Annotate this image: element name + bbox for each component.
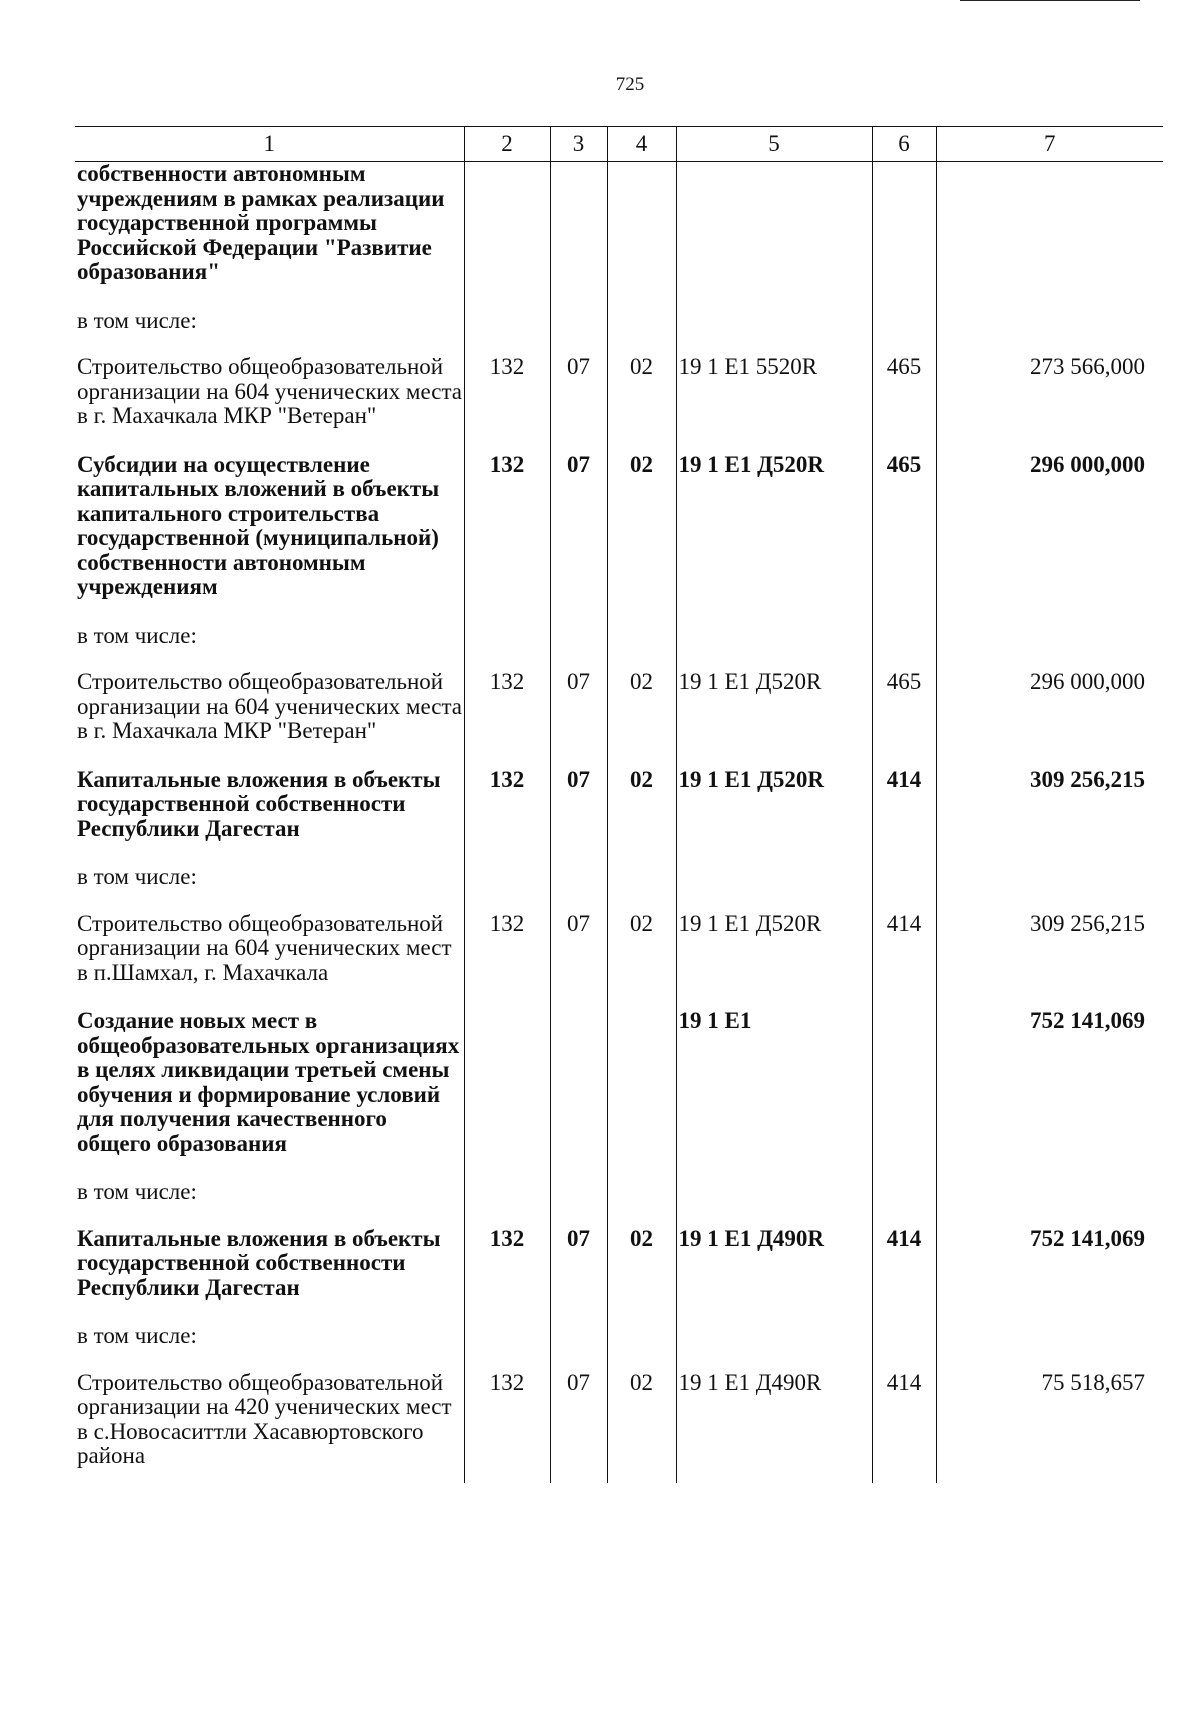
code-ministry <box>464 1180 550 1227</box>
row-amount: 752 141,069 <box>936 1009 1163 1180</box>
code-section: 07 <box>550 1227 607 1325</box>
code-target-article: 19 1 E1 5520R <box>676 355 872 453</box>
table-row <box>75 1227 1163 1325</box>
row-description: Капитальные вложения в объекты государственной собственности Республики Дагестан <box>77 1225 441 1300</box>
code-section: 07 <box>550 355 607 453</box>
row-description: Строительство общеобразовательной организации на 604 ученических места в г. Махачкала МКР "Ветеран" <box>77 669 463 743</box>
code-target-article <box>676 624 872 671</box>
row-amount <box>936 1180 1163 1227</box>
code-ministry <box>464 1324 550 1371</box>
table-row <box>75 1371 1163 1483</box>
code-ministry: 132 <box>464 1227 550 1325</box>
code-section <box>550 1180 607 1227</box>
code-subsection <box>607 865 676 912</box>
row-description: Строительство общеобразовательной организации на 420 ученических мест в с.Новосаситтли Хасавюртовского района <box>77 1369 452 1468</box>
code-ministry <box>464 162 550 309</box>
code-subsection: 02 <box>607 768 676 866</box>
column-header-1: 1 <box>75 127 464 162</box>
table-row <box>75 355 1163 453</box>
table-row <box>75 670 1163 768</box>
row-description: Строительство общеобразовательной организации на 604 ученических мест в п.Шамхал, г. Махачкала <box>77 910 452 985</box>
table-row <box>75 624 1163 671</box>
row-amount: 752 141,069 <box>936 1227 1163 1325</box>
code-expense-type: 465 <box>872 453 936 624</box>
column-header-2: 2 <box>464 127 550 162</box>
column-header-5: 5 <box>676 127 872 162</box>
table-row <box>75 309 1163 356</box>
code-subsection: 02 <box>607 1227 676 1325</box>
page-number: 725 <box>615 74 645 95</box>
code-target-article: 19 1 E1 <box>676 1009 872 1180</box>
row-description: Создание новых мест в общеобразовательных организациях в целях ликвидации третьей смены обучения и формирование условий для получения качественного общего образования <box>77 1008 460 1156</box>
top-edge-mark <box>960 0 1140 3</box>
row-amount: 309 256,215 <box>936 768 1163 866</box>
table-header <box>75 127 1163 162</box>
code-subsection <box>607 1324 676 1371</box>
row-description: в том числе: <box>77 864 197 889</box>
code-ministry: 132 <box>464 453 550 624</box>
code-expense-type: 414 <box>872 1227 936 1325</box>
table-row <box>75 162 1163 309</box>
code-subsection: 02 <box>607 355 676 453</box>
code-ministry <box>464 624 550 671</box>
code-section <box>550 309 607 356</box>
header-row <box>75 127 1163 162</box>
column-header-7: 7 <box>936 127 1163 162</box>
row-amount: 296 000,000 <box>936 453 1163 624</box>
code-section <box>550 1324 607 1371</box>
table-row <box>75 865 1163 912</box>
row-amount <box>936 624 1163 671</box>
code-ministry <box>464 1009 550 1180</box>
code-expense-type <box>872 162 936 309</box>
code-expense-type: 465 <box>872 670 936 768</box>
row-amount: 309 256,215 <box>936 912 1163 1010</box>
code-section: 07 <box>550 670 607 768</box>
code-subsection: 02 <box>607 670 676 768</box>
row-amount <box>936 162 1163 309</box>
row-description: в том числе: <box>77 622 197 648</box>
code-target-article: 19 1 E1 Д490R <box>676 1371 872 1483</box>
code-section <box>550 1009 607 1180</box>
code-subsection <box>607 309 676 356</box>
code-subsection: 02 <box>607 453 676 624</box>
code-expense-type: 414 <box>872 768 936 866</box>
code-section: 07 <box>550 768 607 866</box>
code-subsection <box>607 624 676 671</box>
code-target-article <box>676 309 872 356</box>
code-section: 07 <box>550 912 607 1010</box>
budget-table <box>75 126 1163 1483</box>
table-row <box>75 912 1163 1010</box>
code-expense-type: 465 <box>872 355 936 453</box>
code-section <box>550 865 607 912</box>
code-subsection <box>607 1009 676 1180</box>
code-expense-type: 414 <box>872 1371 936 1483</box>
row-description: Строительство общеобразовательной организации на 604 ученических места в г. Махачкала МКР "Ветеран" <box>77 354 463 428</box>
code-target-article: 19 1 E1 Д520R <box>676 670 872 768</box>
code-ministry: 132 <box>464 768 550 866</box>
row-description: в том числе: <box>77 1323 197 1348</box>
row-description: в том числе: <box>77 1179 197 1204</box>
code-section: 07 <box>550 453 607 624</box>
code-expense-type <box>872 865 936 912</box>
row-amount: 296 000,000 <box>936 670 1163 768</box>
code-expense-type: 414 <box>872 912 936 1010</box>
code-target-article: 19 1 E1 Д520R <box>676 453 872 624</box>
row-amount <box>936 309 1163 356</box>
row-description: в том числе: <box>77 307 197 333</box>
code-section <box>550 624 607 671</box>
row-description: собственности автономным учреждениям в рамках реализации государственной программы Российской Федерации "Развитие образования" <box>77 161 445 284</box>
row-amount <box>936 1324 1163 1371</box>
code-subsection: 02 <box>607 912 676 1010</box>
column-header-4: 4 <box>607 127 676 162</box>
code-expense-type <box>872 1009 936 1180</box>
code-target-article: 19 1 E1 Д520R <box>676 912 872 1010</box>
column-header-3: 3 <box>550 127 607 162</box>
row-amount: 75 518,657 <box>936 1371 1163 1483</box>
row-amount: 273 566,000 <box>936 355 1163 453</box>
table-row <box>75 1324 1163 1371</box>
code-ministry: 132 <box>464 670 550 768</box>
table-row <box>75 453 1163 624</box>
code-subsection <box>607 162 676 309</box>
code-expense-type <box>872 624 936 671</box>
table-row <box>75 1180 1163 1227</box>
code-subsection <box>607 1180 676 1227</box>
code-expense-type <box>872 309 936 356</box>
table-row <box>75 768 1163 866</box>
code-ministry: 132 <box>464 1371 550 1483</box>
table-body <box>75 162 1163 1483</box>
row-description: Субсидии на осуществление капитальных вложений в объекты капитального строительства государственной (муниципальной) собственности автономным учреждениям <box>77 451 440 599</box>
code-section <box>550 162 607 309</box>
code-ministry <box>464 865 550 912</box>
code-target-article <box>676 162 872 309</box>
code-target-article <box>676 1180 872 1227</box>
code-target-article <box>676 1324 872 1371</box>
code-section: 07 <box>550 1371 607 1483</box>
column-header-6: 6 <box>872 127 936 162</box>
code-ministry: 132 <box>464 912 550 1010</box>
code-expense-type <box>872 1180 936 1227</box>
code-subsection: 02 <box>607 1371 676 1483</box>
code-target-article <box>676 865 872 912</box>
code-target-article: 19 1 E1 Д520R <box>676 768 872 866</box>
code-ministry <box>464 309 550 356</box>
table-row <box>75 1009 1163 1180</box>
code-expense-type <box>872 1324 936 1371</box>
row-amount <box>936 865 1163 912</box>
row-description: Капитальные вложения в объекты государственной собственности Республики Дагестан <box>77 766 441 841</box>
code-target-article: 19 1 E1 Д490R <box>676 1227 872 1325</box>
code-ministry: 132 <box>464 355 550 453</box>
